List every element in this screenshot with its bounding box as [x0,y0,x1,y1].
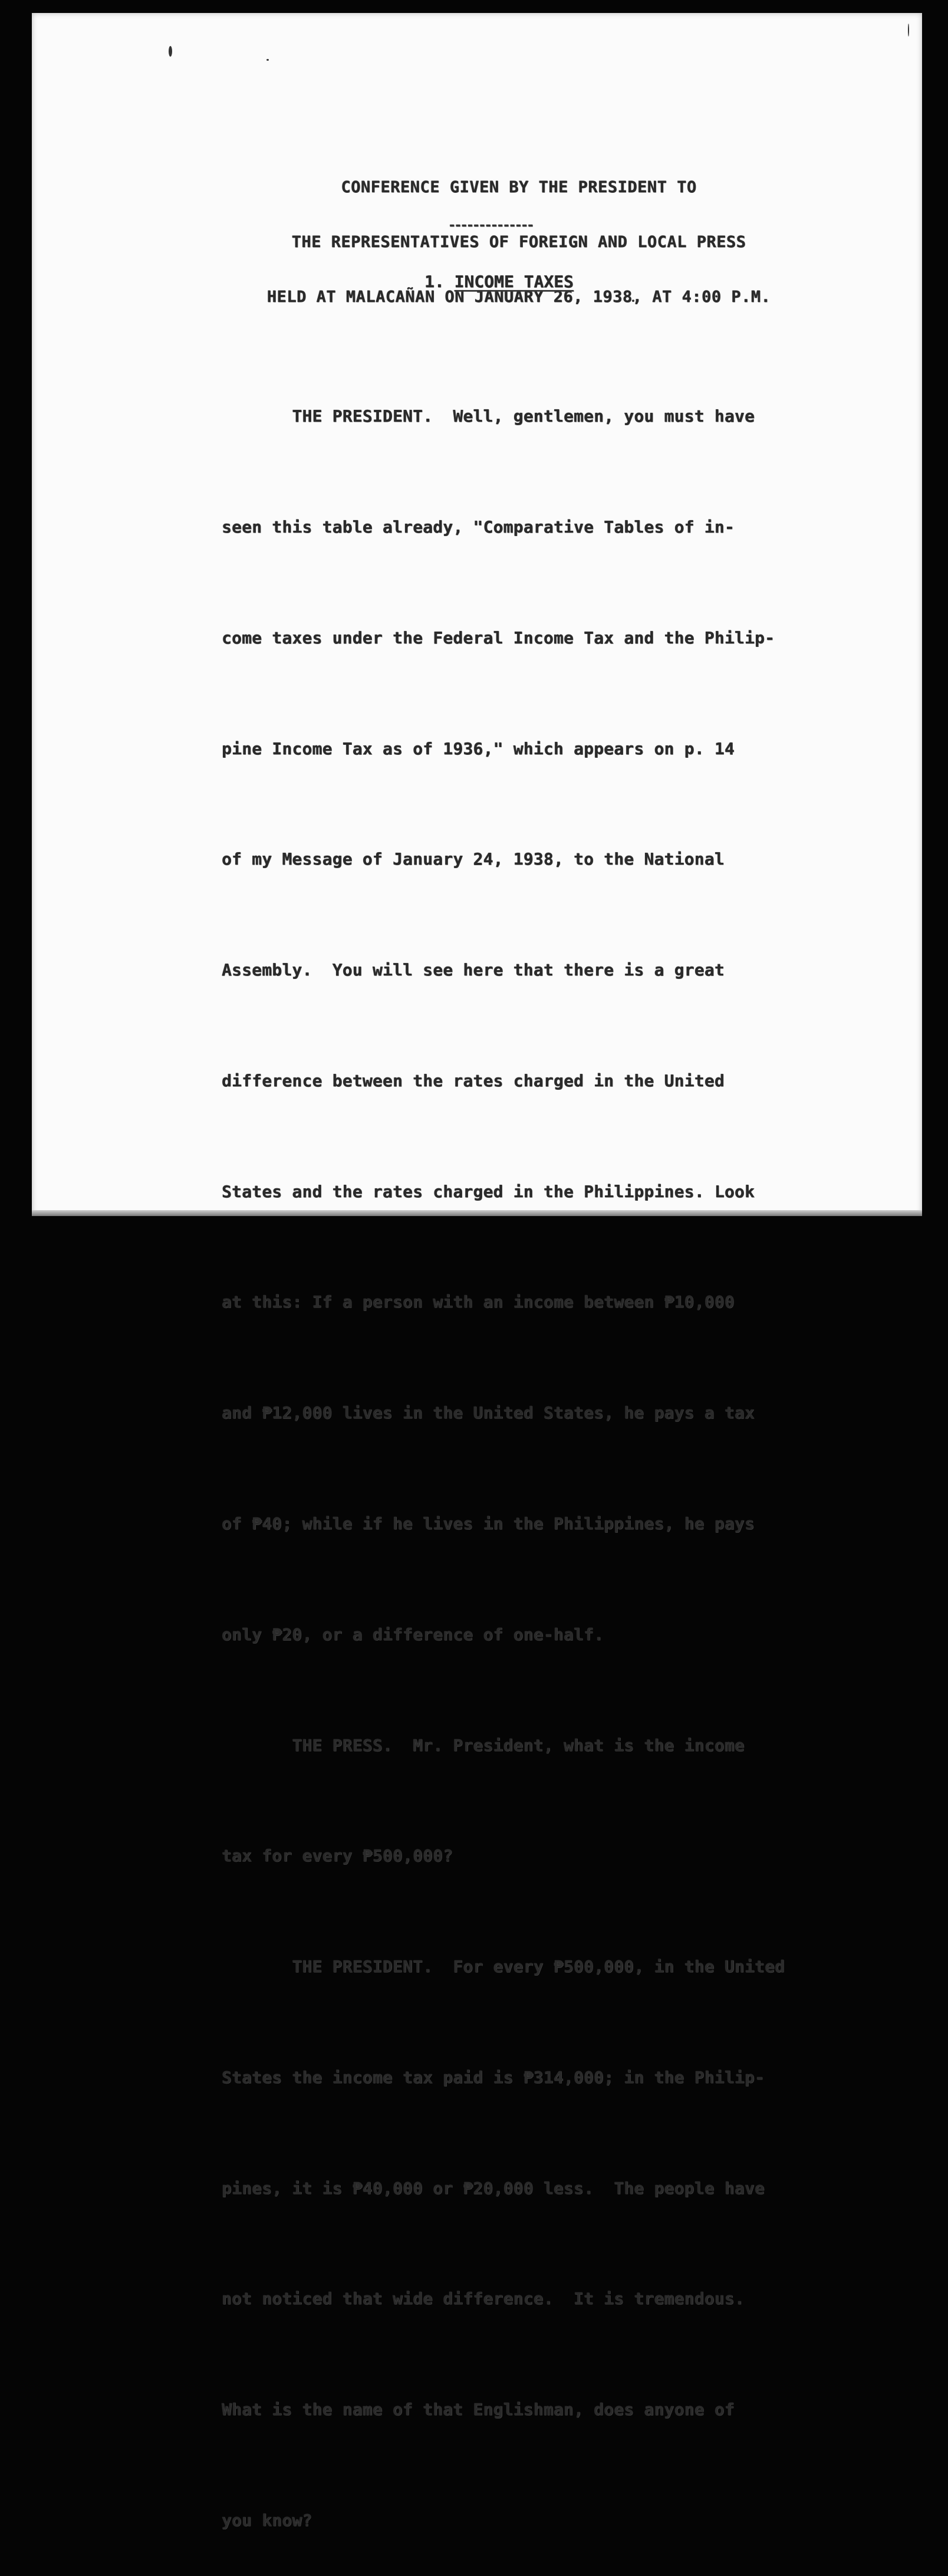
title-line-1: CONFERENCE GIVEN BY THE PRESIDENT TO [341,178,697,196]
section-title: INCOME TAXES [454,272,574,291]
body-line: States and the rates charged in the Philippines. Look [222,1181,755,1201]
body-text [222,324,785,2576]
scan-speck [266,59,269,61]
title-line-3: HELD AT MALACAÑAN ON JANUARY 26, 1938, AT 4:00 P.M. [266,288,771,306]
body-line: only ₱20, or a difference of one-half. [222,1624,604,1644]
document-title [195,142,843,324]
title-separator: -------------- [448,218,533,233]
body-line: at this: If a person with an income between ₱10,000 [222,1292,735,1312]
body-line: of my Message of January 24, 1938, to the National [222,849,725,869]
body-line: pine Income Tax as of 1936," which appears on p. 14 [222,738,735,758]
body-line: THE PRESIDENT. For every ₱500,000, in the United [222,1957,785,1977]
body-line: THE PRESS. Mr. President, what is the income [222,1735,745,1755]
body-line: tax for every ₱500,000? [222,1846,453,1866]
title-line-2: THE REPRESENTATIVES OF FOREIGN AND LOCAL PRESS [291,233,746,251]
body-line: come taxes under the Federal Income Tax and the Philip- [222,627,775,648]
body-line: THE PRESIDENT. Well, gentlemen, you must have [222,406,755,426]
body-line: Assembly. You will see here that there is a great [222,960,725,980]
body-line: of ₱40; while if he lives in the Philippines, he pays [222,1514,755,1533]
body-line: What is the name of that Englishman, does anyone of [222,2400,735,2420]
body-line: States the income tax paid is ₱314,000; in the Philip- [222,2067,765,2087]
body-line: seen this table already, "Comparative Tables of in- [222,517,735,537]
body-line: and ₱12,000 lives in the United States, he pays a tax [222,1403,755,1423]
body-line: pines, it is ₱40,000 or ₱20,000 less. The people have [222,2178,765,2198]
section-heading [424,271,574,293]
body-line: not noticed that wide difference. It is tremendous. [222,2289,745,2309]
body-line: difference between the rates charged in the United [222,1070,725,1090]
body-line: you know? [222,2511,312,2531]
scan-speck [169,46,172,57]
scan-speck [908,24,909,37]
section-number: 1. [424,272,445,291]
